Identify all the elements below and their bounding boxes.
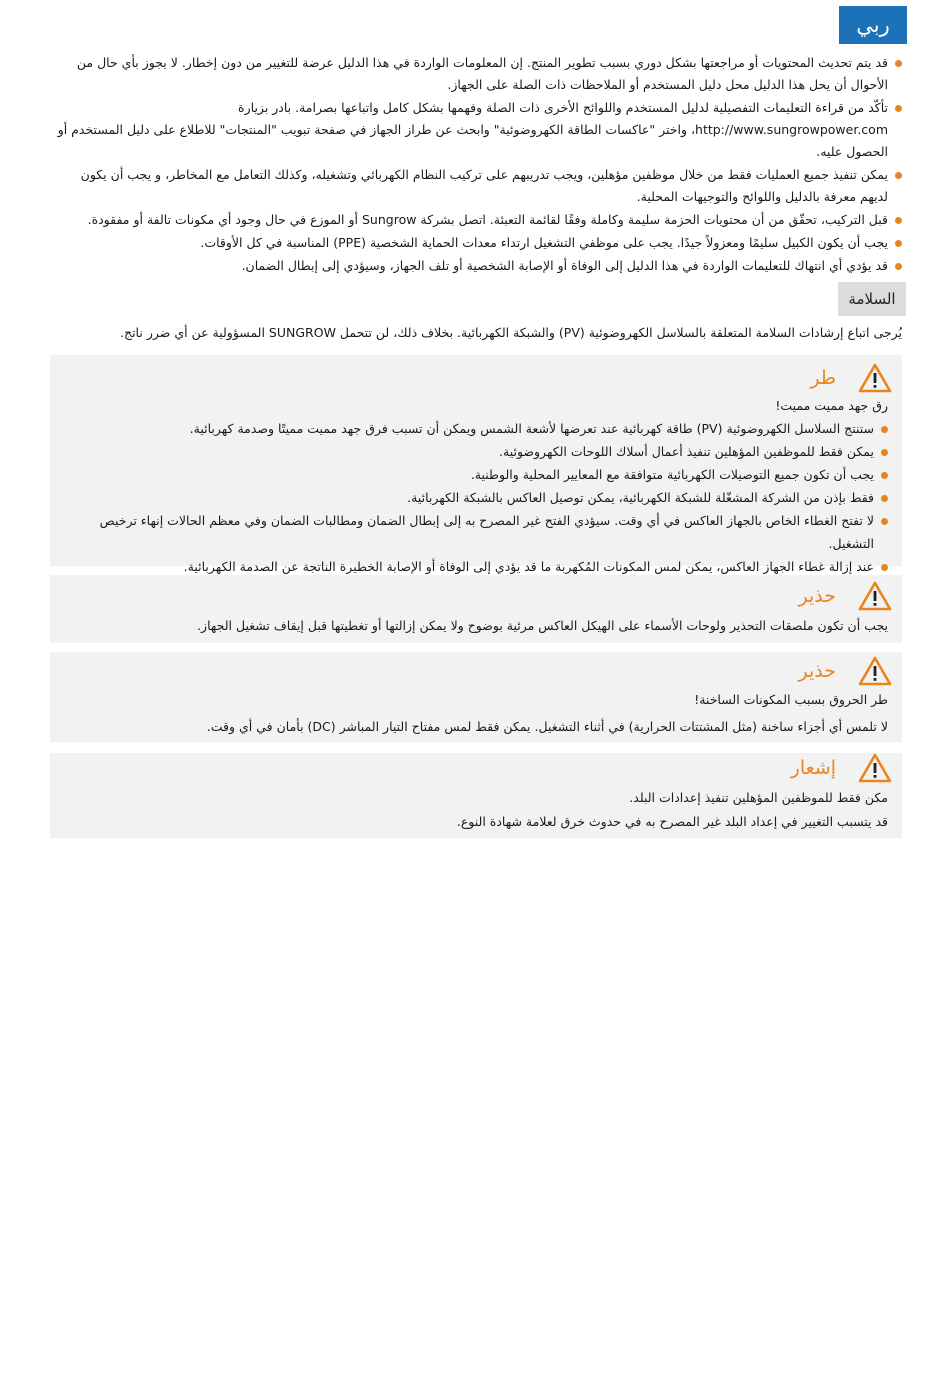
list-item [54, 164, 902, 208]
language-tab: ربي [839, 6, 907, 44]
danger-item-text: يمكن فقط للموظفين المؤهلين تنفيذ أعمال أسلاك اللوحات الكهروضوئية. [499, 444, 874, 459]
bullet-text: يمكن تنفيذ جميع العمليات فقط من خلال موظفين مؤهلين، ويجب تدريبهم على تركيب النظام الكهربائي وتشغيله، وكذلك التعامل مع المخاطر، و يجب أن يكون لديهم معرفة بالدليل واللوائح والتوجيهات المحلية. [80, 167, 888, 204]
bullet-dot-icon [881, 426, 888, 433]
danger-item-text: عند إزالة غطاء الجهاز العاكس، يمكن لمس المكونات المُكهربة ما قد يؤدي إلى الوفاة أو الإصابة الخطيرة الناتجة عن الصدمة الكهربائية. [183, 559, 874, 574]
danger-list [68, 417, 888, 578]
danger-item-text: لا تفتح الغطاء الخاص بالجهاز العاكس في أي وقت. سيؤدي الفتح غير المصرح به إلى إبطال الضمان ومطالبات الضمان وفي معظم الحالات إنهاء ترخيص التشغيل. [99, 513, 874, 551]
danger-box-header [810, 363, 892, 393]
warning-triangle-icon [858, 753, 892, 783]
list-item [68, 509, 888, 555]
bullet-text: قبل التركيب، تحقّق من أن محتويات الحزمة سليمة وكاملة وفقًا لقائمة التعبئة. اتصل بشركة Sungrow أو الموزع في حال وجود أي مكونات تالفة أو مفقودة. [87, 212, 888, 227]
bullet-dot-icon [895, 217, 902, 224]
warning-triangle-icon [858, 581, 892, 611]
bullet-dot-icon [881, 564, 888, 571]
notice-title: إشعار [790, 757, 836, 779]
warning-title: حذير [798, 660, 836, 682]
list-item [68, 463, 888, 486]
bullet-dot-icon [881, 495, 888, 502]
bullet-text: قد يؤدي أي انتهاك للتعليمات الواردة في هذا الدليل إلى الوفاة أو الإصابة الشخصية أو تلف الجهاز، وسيؤدي إلى إبطال الضمان. [241, 258, 888, 273]
list-item [68, 440, 888, 463]
bullet-text: يجب أن يكون الكبيل سليمًا ومعزولاً جيدًا. يجب على موظفي التشغيل ارتداء معدات الحماية الشخصية (PPE) المناسبة في كل الأوقات. [200, 235, 888, 250]
danger-subtitle: رق جهد مميت مميت! [775, 398, 888, 413]
warning-text: يجب أن تكون ملصقات التحذير ولوحات الأسماء على الهيكل العاكس مرئية بوضوح ولا يمكن إزالتها أو تغطيتها قبل إيقاف تشغيل الجهاز. [197, 618, 888, 633]
list-item [54, 255, 902, 277]
list-item [54, 209, 902, 231]
danger-item-text: فقط بإذن من الشركة المشغّلة للشبكة الكهربائية، يمكن توصيل العاكس بالشبكة الكهربائية. [407, 490, 874, 505]
bullet-dot-icon [895, 60, 902, 67]
list-item [68, 486, 888, 509]
notice-box [50, 753, 902, 838]
danger-box [50, 355, 902, 574]
warning-title: حذير [798, 585, 836, 607]
warning-box-1 [50, 575, 902, 643]
warning-box-1-header [799, 581, 893, 611]
bullet-dot-icon [881, 449, 888, 456]
bullet-dot-icon [895, 263, 902, 270]
bullet-dot-icon [881, 472, 888, 479]
safety-intro: يُرجى اتباع إرشادات السلامة المتعلقة بالسلاسل الكهروضوئية (PV) والشبكة الكهربائية. بخلاف ذلك، لن تتحمل SUNGROW المسؤولية عن أي ضرر ناتج. [120, 325, 902, 340]
warning-subtitle: طر الحروق بسبب المكونات الساخنة! [694, 692, 888, 707]
warning-box-2 [50, 652, 902, 742]
bullet-dot-icon [881, 518, 888, 525]
bullet-text: قد يتم تحديث المحتويات أو مراجعتها بشكل دوري بسبب تطوير المنتج. إن المعلومات الواردة في هذا الدليل عرضة للتغيير من دون إخطار. لا يجوز بأي حال من الأحوال أن يحل هذا الدليل محل دليل المستخدم أو الملاحظات ذات الصلة على الجهاز. [76, 55, 888, 92]
notice-line-2: قد يتسبب التغيير في إعداد البلد غير المصرح به في حدوث خرق لعلامة شهادة النوع. [456, 814, 888, 829]
safety-section-title: السلامة [838, 282, 906, 316]
intro-bullet-list [54, 52, 902, 278]
list-item [54, 52, 902, 96]
bullet-dot-icon [895, 172, 902, 179]
danger-title: طر [810, 367, 836, 389]
bullet-dot-icon [895, 240, 902, 247]
danger-item-text: يجب أن تكون جميع التوصيلات الكهربائية متوافقة مع المعايير المحلية والوطنية. [470, 467, 874, 482]
warning-triangle-icon [858, 363, 892, 393]
warning-box-2-header [799, 656, 893, 686]
warning-text: لا تلمس أي أجزاء ساخنة (مثل المشتتات الحرارية) في أثناء التشغيل. يمكن فقط لمس مفتاح التيار المباشر (DC) بأمان في أي وقت. [206, 719, 888, 734]
bullet-text: تأكّد من قراءة التعليمات التفصيلية لدليل المستخدم واللوائح الأخرى ذات الصلة وفهمها بشكل كامل واتباعها بصرامة. بادر بزيارة http://www.sungrowpower.com، واختر "عاكسات الطاقة الكهروضوئية" وابحث عن طراز الجهاز في صفحة تبويب "المنتجات" للاطلاع على دليل المستخدم أو الحصول عليه. [57, 100, 888, 159]
list-item [54, 232, 902, 254]
list-item [68, 417, 888, 440]
notice-box-header [791, 753, 892, 783]
bullet-dot-icon [895, 105, 902, 112]
danger-item-text: ستنتج السلاسل الكهروضوئية (PV) طاقة كهربائية عند تعرضها لأشعة الشمس ويمكن أن تسبب فرق جهد مميت مميتًا وصدمة كهربائية. [189, 421, 874, 436]
notice-line-1: مكن فقط للموظفين المؤهلين تنفيذ إعدادات البلد. [629, 790, 888, 805]
warning-triangle-icon [858, 656, 892, 686]
list-item [54, 97, 902, 163]
